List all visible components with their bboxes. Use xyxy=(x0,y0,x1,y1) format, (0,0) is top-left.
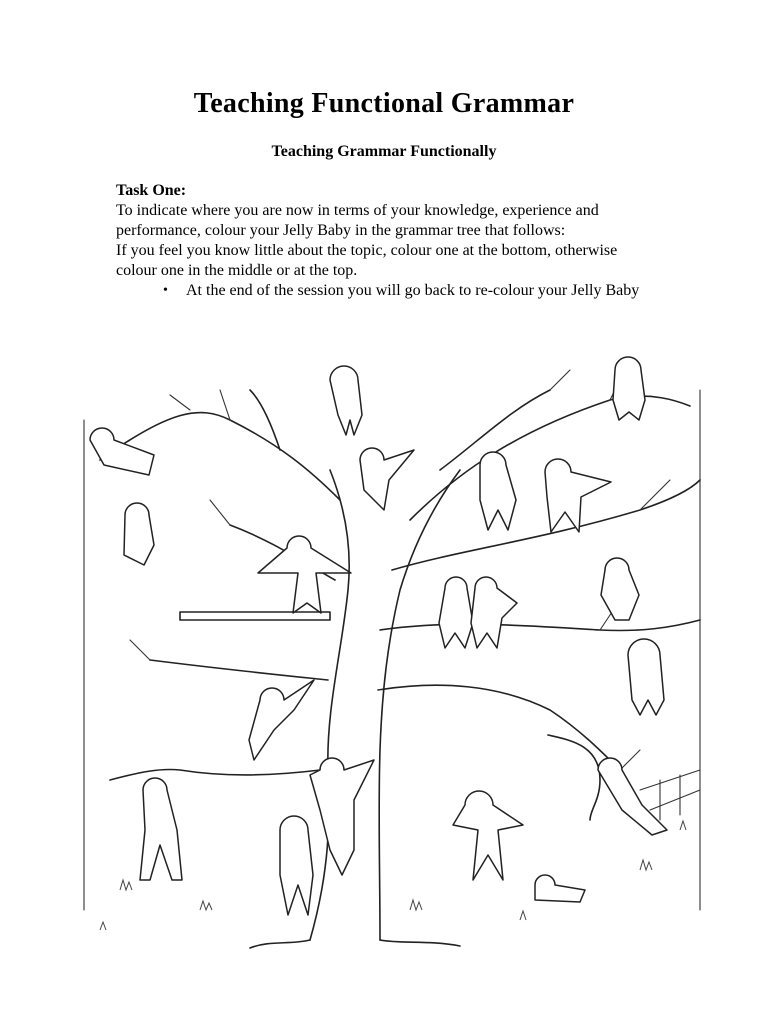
task-paragraph-2: If you feel you know little about the topic, colour one at the bottom, otherwise colour one in the middle or at the top. xyxy=(116,242,618,279)
jelly-baby-tree-illustration xyxy=(80,350,708,950)
figure-right-back xyxy=(628,639,664,715)
figure-top-center xyxy=(330,366,362,435)
branch-low-right xyxy=(378,685,620,770)
task-paragraph-1: To indicate where you are now in terms of your knowledge, experience and performance, colour your Jelly Baby in the grammar tree that follows: xyxy=(116,202,599,239)
branch-lower-right xyxy=(380,620,700,631)
figure-standing-ground xyxy=(453,791,523,880)
task-heading: Task One: xyxy=(116,182,187,199)
figure-right-sitting xyxy=(601,558,639,620)
rope xyxy=(548,735,600,820)
grass-tufts xyxy=(100,821,686,930)
tree-roots xyxy=(250,940,460,948)
figure-sitting-2 xyxy=(471,577,517,648)
branch-low-left xyxy=(150,660,328,680)
branch-bottom-left xyxy=(110,769,320,780)
branch-upper-left xyxy=(100,390,340,500)
figure-lying-ground xyxy=(535,875,585,902)
figure-on-rope xyxy=(598,758,667,835)
document-subtitle: Teaching Grammar Functionally xyxy=(271,143,497,160)
tree-platform xyxy=(180,612,330,620)
tree-drawing xyxy=(80,350,708,950)
task-one-section xyxy=(116,181,656,301)
figure-hugging-left xyxy=(480,452,516,530)
tree-trunk xyxy=(310,470,460,940)
figure-left-falling xyxy=(124,503,154,565)
figure-climbing xyxy=(249,680,314,760)
figure-upper-branch xyxy=(360,448,414,510)
figure-on-platform xyxy=(258,536,351,613)
bullet-item xyxy=(116,281,656,301)
figure-bending xyxy=(280,816,313,915)
document-title: Teaching Functional Grammar xyxy=(193,88,575,119)
figure-sitting-1 xyxy=(439,577,473,648)
figure-top-right xyxy=(613,357,645,420)
figure-hanging xyxy=(140,778,182,880)
bullet-text: At the end of the session you will go back to re-colour your Jelly Baby xyxy=(186,282,640,299)
bullet-dot-icon: • xyxy=(163,283,168,298)
figure-left-lying xyxy=(90,428,154,475)
figure-pushing xyxy=(310,758,374,875)
tree-twigs xyxy=(130,370,670,770)
